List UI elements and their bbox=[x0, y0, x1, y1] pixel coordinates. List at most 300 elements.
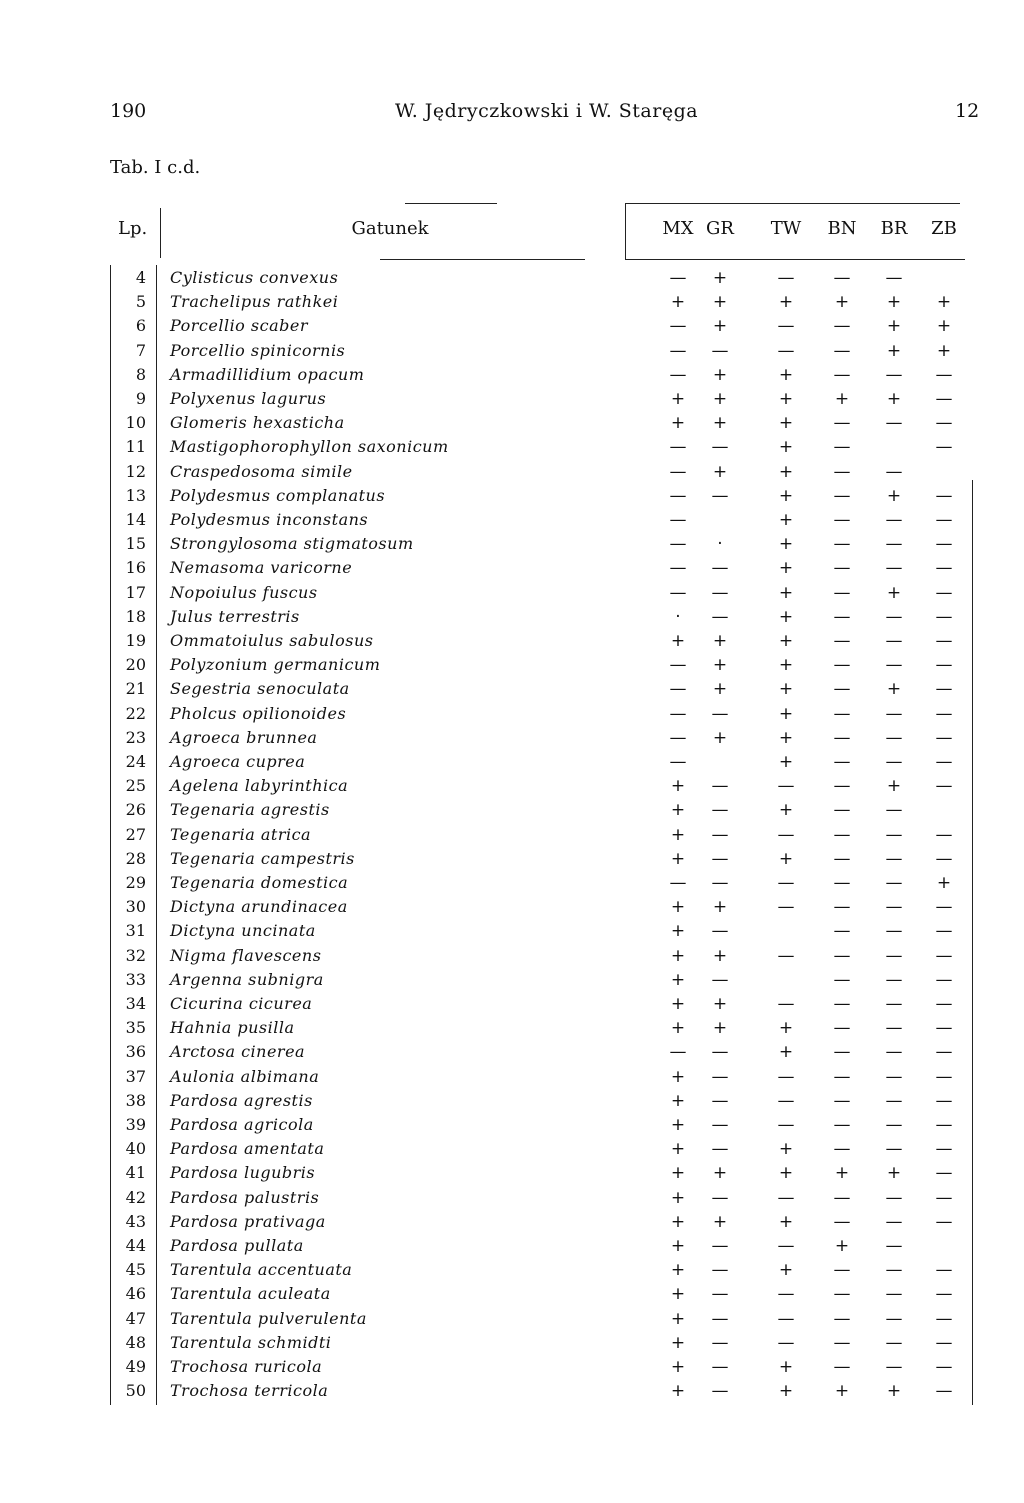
presence-cell-gr: — bbox=[711, 1381, 729, 1402]
presence-cell-bn: — bbox=[833, 776, 851, 797]
row-number: 37 bbox=[125, 1066, 146, 1086]
presence-cell-tw: + bbox=[778, 582, 794, 603]
table-row bbox=[0, 679, 1024, 703]
column-header-site-tw: TW bbox=[770, 218, 802, 239]
table-row bbox=[0, 704, 1024, 728]
presence-cell-tw: — bbox=[777, 340, 795, 361]
presence-cell-mx: — bbox=[669, 752, 687, 772]
presence-cell-bn: — bbox=[833, 364, 851, 385]
row-number: 9 bbox=[135, 389, 146, 408]
presence-cell-gr: — bbox=[711, 921, 729, 942]
presence-cell-mx: — bbox=[669, 461, 687, 482]
row-number: 14 bbox=[125, 510, 146, 529]
row-number: 41 bbox=[125, 1163, 146, 1183]
presence-cell-tw: + bbox=[778, 752, 794, 772]
presence-cell-bn: — bbox=[833, 921, 851, 942]
species-name: Trochosa terricola bbox=[170, 1381, 329, 1401]
presence-cell-mx: — bbox=[669, 582, 687, 603]
row-number: 48 bbox=[125, 1332, 146, 1352]
presence-cell-zb: — bbox=[935, 437, 953, 458]
presence-cell-br: + bbox=[886, 316, 902, 337]
table-row bbox=[0, 800, 1024, 824]
presence-cell-br: + bbox=[886, 340, 902, 361]
presence-cell-mx: — bbox=[669, 727, 687, 748]
top-rule-left bbox=[405, 203, 497, 204]
presence-cell-mx: + bbox=[670, 1090, 686, 1111]
presence-cell-zb: + bbox=[936, 292, 952, 313]
species-name: Pardosa pullata bbox=[170, 1236, 304, 1255]
presence-cell-bn: — bbox=[833, 1090, 851, 1111]
row-number: 24 bbox=[125, 752, 146, 771]
presence-cell-br: — bbox=[885, 1260, 903, 1281]
table-row bbox=[0, 268, 1024, 292]
presence-cell-tw: — bbox=[777, 1308, 795, 1329]
presence-cell-br: — bbox=[885, 558, 903, 579]
presence-cell-tw: + bbox=[778, 558, 794, 579]
presence-cell-mx: — bbox=[669, 485, 687, 506]
presence-cell-zb: — bbox=[935, 655, 953, 676]
presence-cell-br: + bbox=[886, 292, 902, 313]
presence-cell-mx: + bbox=[670, 921, 686, 942]
table-row bbox=[0, 849, 1024, 873]
row-number: 38 bbox=[125, 1090, 146, 1110]
presence-cell-tw: — bbox=[777, 1187, 795, 1208]
column-header-site-bn: BN bbox=[827, 218, 857, 239]
presence-cell-tw: + bbox=[778, 1018, 794, 1039]
presence-cell-mx: + bbox=[670, 1163, 686, 1184]
species-name: Pardosa prativaga bbox=[170, 1211, 326, 1231]
presence-cell-br: — bbox=[885, 1090, 903, 1111]
presence-cell-bn: + bbox=[834, 1236, 850, 1256]
presence-cell-tw: + bbox=[778, 292, 794, 313]
presence-cell-zb: + bbox=[936, 873, 952, 893]
species-name: Polyzonium germanicum bbox=[170, 655, 381, 675]
species-name: Trochosa ruricola bbox=[170, 1357, 323, 1376]
presence-cell-zb: — bbox=[935, 848, 953, 869]
species-name: Tegenaria domestica bbox=[170, 873, 349, 892]
presence-cell-br: — bbox=[885, 897, 903, 918]
presence-cell-gr: + bbox=[712, 413, 728, 434]
table-row bbox=[0, 1163, 1024, 1187]
presence-cell-tw: + bbox=[778, 1163, 794, 1184]
table-row bbox=[0, 1260, 1024, 1284]
presence-cell-tw: + bbox=[778, 485, 794, 506]
presence-cell-br: — bbox=[885, 413, 903, 434]
presence-cell-br: — bbox=[885, 752, 903, 772]
presence-cell-br: — bbox=[885, 1042, 903, 1063]
table-row bbox=[0, 389, 1024, 413]
species-name: Mastigophorophyllon saxonicum bbox=[170, 437, 449, 457]
table-row bbox=[0, 292, 1024, 316]
row-number: 20 bbox=[125, 655, 146, 675]
species-name: Pardosa agrestis bbox=[170, 1090, 313, 1110]
table-row bbox=[0, 1309, 1024, 1333]
species-name: Tegenaria atrica bbox=[170, 824, 312, 844]
presence-cell-bn: — bbox=[833, 558, 851, 579]
presence-cell-bn: — bbox=[833, 897, 851, 918]
header-bottom-rule-left bbox=[380, 259, 585, 260]
presence-cell-bn: — bbox=[833, 752, 851, 772]
presence-cell-bn: — bbox=[833, 1211, 851, 1232]
presence-cell-gr: — bbox=[711, 485, 729, 506]
presence-cell-br: — bbox=[885, 1332, 903, 1353]
row-number: 28 bbox=[125, 848, 146, 868]
presence-cell-zb: — bbox=[935, 969, 953, 990]
presence-cell-mx: + bbox=[670, 945, 686, 966]
species-name: Agroeca brunnea bbox=[170, 727, 318, 747]
presence-cell-mx: + bbox=[670, 1284, 686, 1305]
column-header-species: Gatunek bbox=[351, 218, 429, 239]
species-name: Porcellio spinicornis bbox=[170, 340, 346, 360]
presence-cell-mx: + bbox=[670, 1139, 686, 1160]
presence-cell-mx: — bbox=[669, 534, 687, 555]
presence-cell-bn: — bbox=[833, 1284, 851, 1305]
species-name: Tarentula accentuata bbox=[170, 1260, 353, 1280]
presence-cell-bn: — bbox=[833, 1332, 851, 1353]
species-name: Pholcus opilionoides bbox=[170, 703, 347, 723]
presence-cell-tw: — bbox=[777, 1115, 795, 1135]
presence-cell-gr: · bbox=[717, 534, 723, 555]
presence-cell-bn: — bbox=[833, 1308, 851, 1329]
species-name: Cicurina cicurea bbox=[170, 994, 313, 1013]
presence-cell-br: — bbox=[885, 1236, 903, 1256]
presence-cell-br: — bbox=[885, 703, 903, 724]
species-name: Tarentula pulverulenta bbox=[170, 1308, 367, 1328]
table-label: Tab. I c.d. bbox=[110, 157, 201, 178]
presence-cell-tw: + bbox=[778, 848, 794, 869]
presence-cell-bn: — bbox=[833, 582, 851, 603]
table-row bbox=[0, 776, 1024, 800]
presence-cell-tw: — bbox=[777, 824, 795, 845]
table-row bbox=[0, 1115, 1024, 1139]
table-row bbox=[0, 873, 1024, 897]
presence-cell-mx: + bbox=[670, 1332, 686, 1353]
presence-cell-tw: — bbox=[777, 316, 795, 337]
presence-cell-bn: — bbox=[833, 510, 851, 530]
presence-cell-br: + bbox=[886, 776, 902, 797]
presence-cell-tw: + bbox=[778, 679, 794, 700]
table-row bbox=[0, 1212, 1024, 1236]
table-row bbox=[0, 462, 1024, 486]
species-name: Cylisticus convexus bbox=[170, 268, 339, 287]
table-row bbox=[0, 946, 1024, 970]
presence-cell-zb: — bbox=[935, 606, 953, 627]
presence-cell-mx: + bbox=[670, 969, 686, 990]
presence-cell-zb: — bbox=[935, 413, 953, 434]
presence-cell-zb: — bbox=[935, 1163, 953, 1184]
row-number: 19 bbox=[125, 631, 146, 650]
presence-cell-gr: — bbox=[711, 1090, 729, 1111]
presence-cell-gr: + bbox=[712, 679, 728, 700]
presence-cell-bn: — bbox=[833, 1066, 851, 1087]
presence-cell-bn: — bbox=[833, 848, 851, 869]
presence-cell-bn: + bbox=[834, 389, 850, 409]
presence-cell-br: — bbox=[885, 606, 903, 627]
species-name: Arctosa cinerea bbox=[170, 1042, 306, 1062]
page-number: 190 bbox=[110, 100, 147, 122]
presence-cell-bn: — bbox=[833, 1357, 851, 1377]
table-row bbox=[0, 486, 1024, 510]
presence-cell-bn: + bbox=[834, 292, 850, 313]
presence-cell-gr: — bbox=[711, 969, 729, 990]
presence-cell-tw: + bbox=[778, 800, 794, 821]
presence-cell-tw: + bbox=[778, 1260, 794, 1281]
presence-cell-bn: — bbox=[833, 1042, 851, 1063]
row-number: 39 bbox=[125, 1115, 146, 1134]
row-number: 17 bbox=[125, 582, 146, 602]
row-number: 27 bbox=[125, 824, 146, 844]
header-bottom-rule-right bbox=[625, 259, 965, 260]
presence-cell-bn: — bbox=[833, 655, 851, 676]
presence-cell-gr: — bbox=[711, 1115, 729, 1135]
presence-cell-gr: + bbox=[712, 655, 728, 676]
presence-cell-bn: — bbox=[833, 485, 851, 506]
presence-cell-gr: + bbox=[712, 1163, 728, 1184]
presence-cell-br: — bbox=[885, 727, 903, 748]
species-name: Tegenaria campestris bbox=[170, 848, 355, 868]
species-name: Strongylosoma stigmatosum bbox=[170, 534, 414, 554]
species-name: Julus terrestris bbox=[170, 606, 300, 626]
presence-cell-bn: — bbox=[833, 800, 851, 821]
presence-cell-br: — bbox=[885, 1284, 903, 1305]
presence-cell-tw: + bbox=[778, 389, 794, 409]
row-number: 22 bbox=[125, 703, 146, 723]
presence-cell-br: — bbox=[885, 800, 903, 821]
presence-cell-gr: + bbox=[712, 1211, 728, 1232]
presence-cell-bn: — bbox=[833, 1115, 851, 1135]
presence-cell-br: — bbox=[885, 1018, 903, 1039]
table-row bbox=[0, 994, 1024, 1018]
presence-cell-gr: — bbox=[711, 703, 729, 724]
presence-cell-zb: — bbox=[935, 1211, 953, 1232]
column-header-lp: Lp. bbox=[118, 218, 148, 239]
presence-cell-bn: — bbox=[833, 606, 851, 627]
presence-cell-mx: + bbox=[670, 1018, 686, 1039]
species-name: Tarentula schmidti bbox=[170, 1332, 332, 1352]
presence-cell-tw: — bbox=[777, 776, 795, 797]
top-rule-right bbox=[625, 203, 960, 204]
row-number: 26 bbox=[125, 800, 146, 820]
presence-cell-bn: — bbox=[833, 316, 851, 337]
presence-cell-bn: — bbox=[833, 1018, 851, 1039]
presence-cell-gr: — bbox=[711, 1042, 729, 1063]
presence-cell-tw: + bbox=[778, 655, 794, 676]
presence-cell-zb: — bbox=[935, 582, 953, 603]
row-number: 18 bbox=[125, 606, 146, 626]
presence-cell-zb: + bbox=[936, 316, 952, 337]
row-number: 46 bbox=[125, 1284, 146, 1304]
presence-cell-bn: — bbox=[833, 268, 851, 288]
presence-cell-mx: — bbox=[669, 268, 687, 288]
species-name: Nigma flavescens bbox=[170, 945, 322, 965]
presence-cell-tw: + bbox=[778, 1139, 794, 1160]
presence-cell-tw: + bbox=[778, 461, 794, 482]
presence-cell-br: — bbox=[885, 921, 903, 942]
species-name: Craspedosoma simile bbox=[170, 461, 353, 481]
species-name: Nemasoma varicorne bbox=[170, 558, 353, 578]
presence-cell-gr: — bbox=[711, 1066, 729, 1087]
table-row bbox=[0, 1042, 1024, 1066]
presence-cell-gr: + bbox=[712, 631, 728, 651]
row-number: 4 bbox=[135, 268, 146, 287]
presence-cell-gr: — bbox=[711, 437, 729, 458]
presence-cell-br: — bbox=[885, 1115, 903, 1135]
presence-cell-mx: + bbox=[670, 413, 686, 434]
presence-cell-br: — bbox=[885, 1139, 903, 1160]
presence-cell-gr: — bbox=[711, 582, 729, 603]
presence-cell-br: — bbox=[885, 969, 903, 990]
presence-cell-tw: — bbox=[777, 1236, 795, 1256]
row-number: 34 bbox=[125, 994, 146, 1013]
species-name: Pardosa amentata bbox=[170, 1139, 325, 1159]
row-number: 42 bbox=[125, 1187, 146, 1207]
row-number: 40 bbox=[125, 1139, 146, 1159]
presence-cell-mx: + bbox=[670, 1115, 686, 1135]
presence-cell-gr: + bbox=[712, 897, 728, 918]
presence-cell-mx: — bbox=[669, 679, 687, 700]
presence-cell-br: — bbox=[885, 510, 903, 530]
table-row bbox=[0, 752, 1024, 776]
presence-cell-br: — bbox=[885, 534, 903, 555]
presence-cell-zb: — bbox=[935, 1381, 953, 1402]
presence-cell-gr: — bbox=[711, 800, 729, 821]
species-name: Dictyna uncinata bbox=[170, 921, 316, 941]
presence-cell-zb: — bbox=[935, 534, 953, 555]
presence-cell-tw: + bbox=[778, 1381, 794, 1402]
presence-cell-mx: + bbox=[670, 1187, 686, 1208]
presence-cell-mx: — bbox=[669, 340, 687, 361]
presence-cell-br: — bbox=[885, 848, 903, 869]
presence-cell-tw: — bbox=[777, 1284, 795, 1305]
presence-cell-zb: — bbox=[935, 897, 953, 918]
presence-cell-br: + bbox=[886, 679, 902, 700]
species-name: Armadillidium opacum bbox=[170, 364, 365, 384]
presence-cell-tw: + bbox=[778, 534, 794, 555]
presence-cell-zb: — bbox=[935, 364, 953, 385]
presence-cell-bn: — bbox=[833, 1260, 851, 1281]
table-row bbox=[0, 607, 1024, 631]
presence-cell-bn: + bbox=[834, 1163, 850, 1184]
presence-cell-tw: + bbox=[778, 437, 794, 458]
presence-cell-tw: + bbox=[778, 1042, 794, 1063]
table-row bbox=[0, 1067, 1024, 1091]
presence-cell-mx: + bbox=[670, 1211, 686, 1232]
presence-cell-br: — bbox=[885, 268, 903, 288]
table-row bbox=[0, 558, 1024, 582]
row-number: 21 bbox=[125, 679, 146, 699]
presence-cell-gr: + bbox=[712, 364, 728, 385]
presence-cell-tw: — bbox=[777, 1090, 795, 1111]
presence-cell-tw: + bbox=[778, 1357, 794, 1377]
presence-cell-gr: — bbox=[711, 1332, 729, 1353]
presence-cell-gr: — bbox=[711, 848, 729, 869]
presence-cell-br: + bbox=[886, 1163, 902, 1184]
row-number: 35 bbox=[125, 1018, 146, 1038]
table-row bbox=[0, 728, 1024, 752]
presence-cell-zb: + bbox=[936, 340, 952, 361]
presence-cell-mx: — bbox=[669, 655, 687, 676]
table-row bbox=[0, 825, 1024, 849]
table-row bbox=[0, 510, 1024, 534]
presence-cell-br: — bbox=[885, 1066, 903, 1087]
table-row bbox=[0, 1357, 1024, 1381]
presence-cell-tw: — bbox=[777, 945, 795, 966]
species-name: Porcellio scaber bbox=[170, 316, 308, 336]
presence-cell-mx: + bbox=[670, 1236, 686, 1256]
species-name: Polydesmus inconstans bbox=[170, 510, 369, 529]
presence-cell-tw: + bbox=[778, 1211, 794, 1232]
presence-cell-zb: — bbox=[935, 752, 953, 772]
species-name: Trachelipus rathkei bbox=[170, 292, 339, 312]
species-name: Agroeca cuprea bbox=[170, 752, 306, 771]
presence-cell-br: + bbox=[886, 1381, 902, 1402]
presence-cell-bn: — bbox=[833, 873, 851, 893]
presence-cell-br: — bbox=[885, 873, 903, 893]
row-number: 30 bbox=[125, 897, 146, 917]
presence-cell-mx: — bbox=[669, 873, 687, 893]
presence-cell-mx: — bbox=[669, 1042, 687, 1063]
presence-cell-zb: — bbox=[935, 776, 953, 797]
presence-cell-br: + bbox=[886, 389, 902, 409]
presence-cell-tw: — bbox=[777, 897, 795, 918]
presence-cell-bn: — bbox=[833, 340, 851, 361]
presence-cell-br: — bbox=[885, 994, 903, 1014]
species-name: Dictyna arundinacea bbox=[170, 897, 348, 917]
presence-cell-bn: — bbox=[833, 534, 851, 555]
species-name: Pardosa agricola bbox=[170, 1115, 314, 1134]
presence-cell-mx: + bbox=[670, 800, 686, 821]
presence-cell-zb: — bbox=[935, 824, 953, 845]
volume-number: 12 bbox=[955, 100, 980, 122]
row-number: 16 bbox=[125, 558, 146, 578]
species-name: Aulonia albimana bbox=[170, 1066, 320, 1086]
presence-cell-br: — bbox=[885, 364, 903, 385]
presence-cell-bn: — bbox=[833, 994, 851, 1014]
presence-cell-zb: — bbox=[935, 1018, 953, 1039]
presence-cell-tw: + bbox=[778, 727, 794, 748]
presence-cell-gr: — bbox=[711, 1260, 729, 1281]
species-name: Segestria senoculata bbox=[170, 679, 350, 699]
presence-cell-tw: — bbox=[777, 1066, 795, 1087]
presence-cell-gr: — bbox=[711, 1357, 729, 1377]
row-number: 31 bbox=[125, 921, 146, 941]
row-number: 13 bbox=[125, 485, 146, 505]
column-header-site-gr: GR bbox=[706, 218, 734, 239]
presence-cell-br: — bbox=[885, 461, 903, 482]
presence-cell-mx: — bbox=[669, 437, 687, 458]
presence-cell-br: + bbox=[886, 485, 902, 506]
table-row bbox=[0, 1139, 1024, 1163]
column-header-site-mx: MX bbox=[662, 218, 694, 239]
presence-cell-gr: — bbox=[711, 558, 729, 579]
presence-cell-bn: — bbox=[833, 631, 851, 651]
presence-cell-zb: — bbox=[935, 389, 953, 409]
lp-col-divider bbox=[160, 208, 161, 258]
species-name: Pardosa palustris bbox=[170, 1187, 320, 1207]
presence-cell-zb: — bbox=[935, 1115, 953, 1135]
presence-cell-bn: — bbox=[833, 824, 851, 845]
presence-cell-zb: — bbox=[935, 1066, 953, 1087]
presence-cell-mx: — bbox=[669, 316, 687, 337]
row-number: 6 bbox=[135, 316, 146, 336]
row-number: 12 bbox=[125, 461, 146, 481]
presence-cell-zb: — bbox=[935, 1357, 953, 1377]
table-row bbox=[0, 316, 1024, 340]
species-name: Pardosa lugubris bbox=[170, 1163, 316, 1183]
presence-cell-zb: — bbox=[935, 1260, 953, 1281]
presence-cell-zb: — bbox=[935, 727, 953, 748]
presence-cell-zb: — bbox=[935, 703, 953, 724]
